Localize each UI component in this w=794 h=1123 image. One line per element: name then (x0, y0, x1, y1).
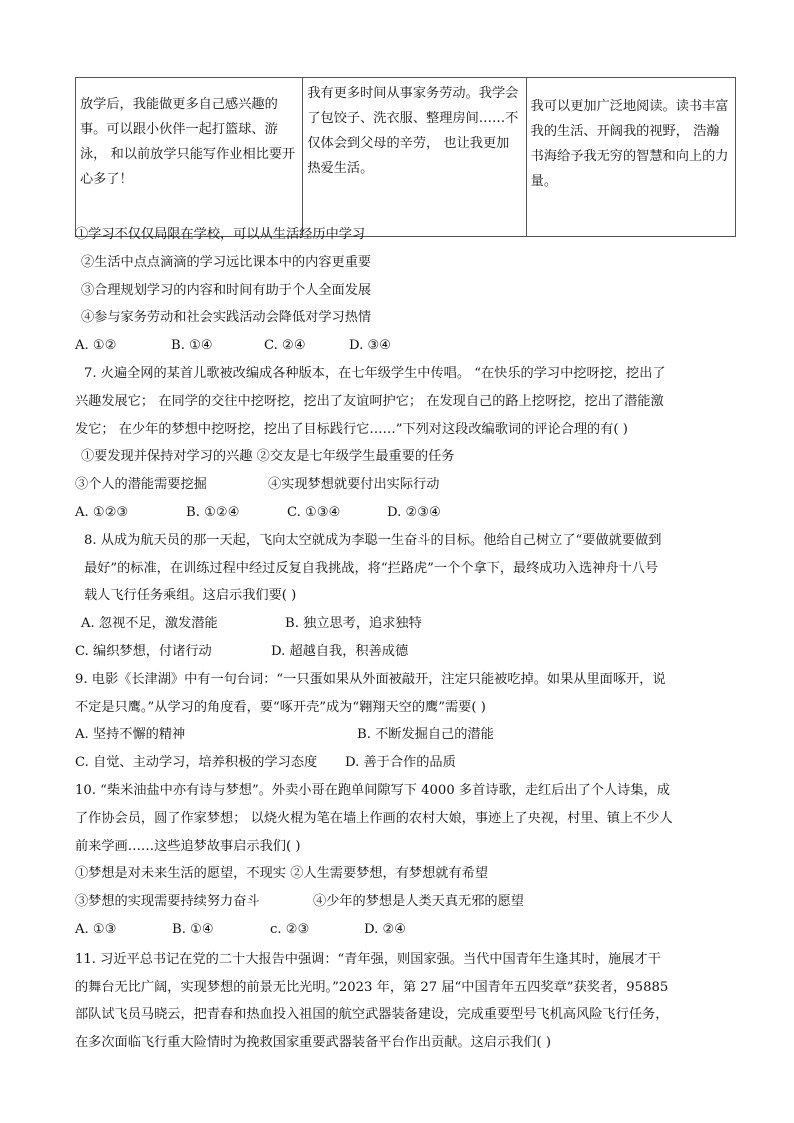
q7-option-b[interactable]: B. ①②④ (186, 504, 240, 520)
table-cell-housework: 我有更多时间从事家务劳动。我学会了包饺子、洗衣服、整理房间……不仅体会到父母的辛劳， 也让我更加热爱生活。 (303, 78, 526, 237)
q8-option-c[interactable]: C. 编织梦想，付诸行动 (75, 643, 212, 659)
q11-stem-line-1: 11. 习近平总书记在党的二十大报告中强调：“青年强，则国家强。当代中国青年生逢其时，施展才干 (75, 951, 661, 967)
q10-stem-line-2: 了作协会员，圆了作家梦想； 以烧火棍为笔在墙上作画的农村大娘，事迹上了央视，村里、镇上不少人 (75, 810, 673, 826)
q8-stem-line-3: 载人飞行任务乘组。这启示我们要( ) (84, 588, 297, 604)
q8-options-row-2 (75, 638, 740, 666)
q6-option-c[interactable]: C. ②④ (264, 338, 306, 354)
q8-option-a[interactable]: A. 忽视不足，激发潜能 (81, 616, 218, 632)
q10-stem-line-3: 前来学画……这些追梦故事启示我们( ) (75, 838, 301, 854)
table-row (76, 78, 736, 237)
q10-statements-row-1: ①梦想是对未来生活的愿望，不现实 ②人生需要梦想，有梦想就有希望 (75, 866, 489, 882)
q8-stem-line-1: 8. 从成为航天员的那一天起，飞向太空就成为李聪一生奋斗的目标。他给自己树立了“要做就要做到 (84, 532, 662, 548)
q9-option-b[interactable]: B. 不断发掘自己的潜能 (357, 727, 494, 743)
q7-statements-row-1: ①要发现并保持对学习的兴趣 ②交友是七年级学生最重要的任务 (81, 449, 455, 465)
q9-options-row-2 (75, 749, 740, 777)
q9-option-d[interactable]: D. 善于合作的品质 (345, 755, 456, 771)
q9-stem-line-1: 9. 电影《长津湖》中有一句台词：“一只蛋如果从外面被敲开，注定只能被吃掉。如果从里面啄开，说 (75, 671, 666, 687)
q7-statements-row-2 (75, 471, 740, 499)
student-quotes-table (75, 77, 736, 237)
q6-statement-1: ①学习不仅仅局限在学校，可以从生活经历中学习 (75, 227, 366, 242)
q8-option-b[interactable]: B. 独立思考，追求独特 (285, 616, 422, 632)
q7-option-a[interactable]: A. ①②③ (75, 504, 129, 520)
q6-options (75, 332, 740, 360)
q11-stem-line-3: 部队试飞员马晓云，把青春和热血投入祖国的航空武器装备建设，完成重要型号飞机高风险飞行任务， (75, 1007, 669, 1023)
q7-stem-line-1: 7. 火遍全网的某首儿歌被改编成各种版本，在七年级学生中传唱。 “在快乐的学习中挖呀挖，挖出了 (84, 365, 666, 381)
q10-option-a[interactable]: A. ①③ (75, 921, 117, 937)
q7-statement-4: ④实现梦想就要付出实际行动 (268, 477, 440, 493)
q7-option-c[interactable]: C. ①③④ (287, 504, 341, 520)
q6-option-b[interactable]: B. ①④ (171, 338, 213, 354)
q9-stem-line-2: 不定是只鹰。”从学习的角度看，要“啄开壳”成为“翱翔天空的鹰”需要( ) (75, 699, 486, 715)
q6-statement-4: ④参与家务劳动和社会实践活动会降低对学习热情 (81, 310, 372, 326)
q8-option-d[interactable]: D. 超越自我，积善成德 (271, 643, 409, 659)
q11-stem-line-2: 的舞台无比广阔，实现梦想的前景无比光明。”2023 年，第 27 届“中国青年五四奖章”获奖者，95885 (75, 979, 669, 995)
q7-stem-line-2: 兴趣发展它； 在同学的交往中挖呀挖，挖出了友谊呵护它； 在发现自己的路上挖呀挖，挖出了潜能激 (75, 393, 664, 409)
question-list (75, 221, 740, 1057)
q7-option-d[interactable]: D. ②③④ (387, 504, 441, 520)
q10-statement-3: ③梦想的实现需要持续努力奋斗 (75, 894, 260, 910)
q9-option-a[interactable]: A. 坚持不懈的精神 (75, 727, 186, 743)
q10-options (75, 916, 740, 944)
q11-stem-line-4: 在多次面临飞行重大险情时为挽救国家重要武器装备平台作出贡献。这启示我们( ) (75, 1035, 552, 1051)
table-cell-reading: 我可以更加广泛地阅读。读书丰富我的生活、开阔我的视野， 浩瀚书海给予我无穷的智慧和向上的力量。 (526, 78, 735, 237)
q7-stem-line-3: 发它； 在少年的梦想中挖呀挖，挖出了目标践行它……”下列对这段改编歌词的评论合理的有( ) (75, 421, 628, 437)
q10-option-b[interactable]: B. ①④ (172, 921, 214, 937)
q6-statement-3: ③合理规划学习的内容和时间有助于个人全面发展 (81, 282, 372, 298)
q9-options-row-1 (75, 721, 740, 749)
q6-option-d[interactable]: D. ③④ (349, 338, 392, 354)
table-cell-after-school: 放学后，我能做更多自己感兴趣的事。可以跟小伙伴一起打篮球、游泳， 和以前放学只能写作业相比要开心多了！ (76, 78, 303, 237)
q10-statement-4: ④少年的梦想是人类天真无邪的愿望 (313, 894, 524, 910)
q10-stem-line-1: 10. “柴米油盐中亦有诗与梦想”。外卖小哥在跑单间隙写下 4000 多首诗歌，走红后出了个人诗集，成 (75, 782, 670, 798)
q8-stem-line-2: 最好”的标准，在训练过程中经过反复自我挑战，将“拦路虎”一个个拿下，最终成功入选神舟十八号 (84, 560, 659, 576)
q10-option-c[interactable]: c. ②③ (270, 921, 310, 937)
q7-options (75, 499, 740, 527)
q6-option-a[interactable]: A. ①② (75, 338, 117, 354)
q6-statement-2: ②生活中点点滴滴的学习远比课本中的内容更重要 (81, 254, 372, 270)
q8-options-row-1 (75, 610, 740, 638)
q7-statement-3: ③个人的潜能需要挖掘 (75, 477, 207, 493)
q9-option-c[interactable]: C. 自觉、主动学习，培养积极的学习态度 (75, 755, 318, 771)
q10-option-d[interactable]: D. ②④ (364, 921, 407, 937)
q10-statements-row-2 (75, 888, 740, 916)
